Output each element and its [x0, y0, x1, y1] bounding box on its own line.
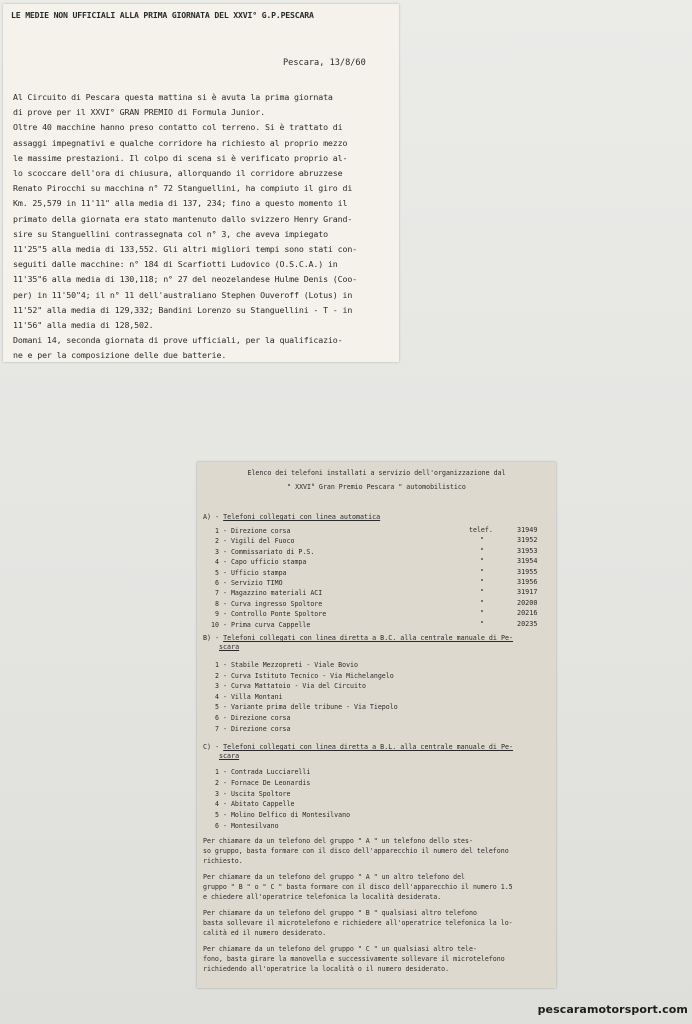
item-number: 6	[215, 579, 219, 587]
clipping-text-line: assaggi impegnativi e qualche corridore ha richiesto al proprio mezzo	[13, 137, 348, 148]
list-item	[207, 609, 326, 619]
item-number: 8	[215, 599, 219, 608]
phone-number: 31953	[517, 546, 538, 555]
list-item	[207, 599, 322, 609]
list-item	[207, 821, 279, 831]
ditto-mark: "	[480, 578, 484, 586]
item-location: - Direzione corsa	[223, 724, 291, 733]
list-item	[207, 799, 294, 809]
section-title: Telefoni collegati con linea automatica	[223, 513, 381, 521]
section-title-continued	[219, 642, 239, 652]
list-item	[207, 578, 283, 588]
item-number: 2	[215, 537, 219, 546]
list-item	[207, 660, 358, 670]
list-header-line-1: Elenco dei telefoni installati a servizio dell'organizzazione dal	[247, 469, 506, 477]
tel-label: telef.	[469, 526, 493, 534]
item-number: 1	[215, 768, 219, 776]
phone-number: 20200	[517, 598, 538, 607]
item-number: 3	[215, 682, 219, 691]
phone-number: 31954	[517, 557, 538, 566]
clipping-title: LE MEDIE NON UFFICIALI ALLA PRIMA GIORNATA DEL XXVI° G.P.PESCARA	[11, 10, 314, 20]
item-location: - Direzione corsa	[223, 714, 291, 722]
phone-number: 20235	[517, 619, 538, 628]
clipping-text-line: Oltre 40 macchine hanno preso contatto col terreno. Si è trattato di	[13, 122, 343, 133]
item-location: - Ufficio stampa	[223, 568, 287, 577]
clipping-text-line: le massime prestazioni. Il colpo di scena si è verificato proprio al-	[13, 152, 348, 163]
item-location: - Abitato Cappelle	[223, 800, 295, 809]
phone-number: 31956	[517, 578, 538, 586]
ditto-mark: "	[480, 598, 484, 607]
list-item	[207, 526, 291, 536]
list-item	[207, 588, 322, 598]
item-number: 7	[215, 724, 219, 733]
clipping-text-line: Km. 25,579 in 11'11" alla media di 137, 234; fino a questo momento il	[13, 198, 348, 209]
item-number: 2	[215, 778, 219, 787]
phone-number: 31949	[517, 526, 538, 534]
clipping-text-line: sire su Stanguellini contrassegnata col n° 3, che aveva impiegato	[13, 228, 328, 239]
phone-number: 31955	[517, 567, 538, 576]
list-item	[207, 620, 310, 630]
instruction-line: basta sollevare il microtelefono e richiedere all'operatrice telefonica la lo-	[203, 919, 513, 927]
item-number: 10	[211, 620, 219, 629]
clipping-text-line: 11'56" alla media di 128,502.	[13, 320, 154, 331]
section-heading-secB	[203, 633, 513, 643]
item-number: 5	[215, 811, 219, 820]
instruction-line: Per chiamare da un telefono del gruppo " A " un telefono dello stes-	[203, 837, 473, 845]
section-letter: A) -	[203, 513, 224, 521]
clipping-text-line: 11'52" alla media di 129,332; Bandini Lorenzo su Stanguellini - T - in	[13, 304, 353, 315]
item-location: - Controllo Ponte Spoltore	[223, 610, 327, 619]
item-number: 5	[215, 568, 219, 577]
item-location: - Curva Istituto Tecnico - Via Michelangelo	[223, 671, 394, 680]
instruction-line: so gruppo, basta formare con il disco dell'apparecchio il numero del telefono	[203, 847, 509, 855]
list-item	[207, 547, 314, 557]
item-number: 1	[215, 527, 219, 535]
instruction-line: richiedendo all'operatrice la località o il numero desiderato.	[203, 965, 450, 973]
item-location: - Vigili del Fuoco	[223, 537, 295, 546]
clipping-text-line: primato della giornata era stato mantenuto dallo svizzero Henry Grand-	[13, 213, 353, 224]
section-title-continued	[219, 751, 239, 761]
item-location: - Commissariato di P.S.	[223, 547, 315, 556]
list-item	[207, 810, 350, 820]
instruction-line: Per chiamare da un telefono del gruppo " C " un qualsiasi altro tele-	[203, 945, 477, 953]
section-letter: C) -	[203, 743, 224, 751]
instruction-line: calità ed il numero desiderato.	[203, 929, 327, 937]
item-location: - Servizio TIMO	[223, 579, 283, 587]
section-title-cont-text: scara	[219, 643, 240, 651]
section-letter: B) -	[203, 634, 224, 642]
item-location: - Direzione corsa	[223, 527, 291, 535]
telephone-list-clipping	[197, 462, 556, 988]
clipping-date: Pescara, 13/8/60	[283, 58, 366, 68]
instruction-line: e chiedere all'operatrice telefonica la località desiderata.	[203, 893, 442, 901]
instruction-line: richiesto.	[203, 857, 243, 865]
item-location: - Capo ufficio stampa	[223, 558, 307, 567]
clipping-text-line: lo scoccare dell'ora di chiusura, allorquando il corridore abruzzese	[13, 168, 343, 179]
clipping-text-line: 11'35"6 alla media di 130,118; n° 27 del neozelandese Hulme Denis (Coo-	[13, 274, 358, 285]
item-location: - Prima curva Cappelle	[223, 620, 311, 629]
item-number: 9	[215, 610, 219, 619]
phone-number: 20216	[517, 609, 538, 618]
clipping-text-line: per) in 11'50"4; il n° 11 dell'australiano Stephen Ouveroff (Lotus) in	[13, 289, 353, 300]
item-location: - Curva Mattatoio - Via del Circuito	[223, 682, 366, 691]
section-title: Telefoni collegati con linea diretta a B.C. alla centrale manuale di Pe-	[223, 634, 514, 642]
phone-number: 31917	[517, 588, 538, 597]
clipping-text-line: 11'25"5 alla media di 133,552. Gli altri migliori tempi sono stati con-	[13, 244, 358, 255]
list-item	[207, 557, 306, 567]
list-item	[207, 671, 394, 681]
list-item	[207, 778, 310, 788]
section-title: Telefoni collegati con linea diretta a B.L. alla centrale manuale di Pe-	[223, 743, 514, 751]
list-header-line-2: " XXVI° Gran Premio Pescara " automobilistico	[287, 483, 466, 491]
section-title-cont-text: scara	[219, 752, 240, 760]
item-location: - Variante prima delle tribune - Via Tiepolo	[223, 703, 398, 712]
item-location: - Molino Delfico di Montesilvano	[223, 811, 351, 820]
clipping-text-line: ne e per la composizione delle due batterie.	[13, 350, 227, 361]
clipping-text-line: di prove per il XXVI° GRAN PREMIO di Formula Junior.	[13, 107, 265, 118]
clipping-text-line: seguiti dalle macchine: n° 184 di Scarfiotti Ludovico (O.S.C.A.) in	[13, 259, 338, 270]
item-number: 2	[215, 671, 219, 680]
item-number: 5	[215, 703, 219, 712]
ditto-mark: "	[480, 567, 484, 576]
instruction-line: fono, basta girare la manovella e successivamente sollevare il microtelefono	[203, 955, 505, 963]
item-number: 7	[215, 589, 219, 598]
item-location: - Magazzino materiali ACI	[223, 589, 323, 598]
list-item	[207, 713, 291, 723]
list-item	[207, 568, 287, 578]
press-release-clipping	[3, 4, 399, 362]
clipping-body	[13, 90, 398, 364]
list-item	[207, 536, 294, 546]
item-location: - Stabile Mezzopreti - Viale Bovio	[223, 661, 358, 669]
watermark-logo: pescaramotorsport.com	[537, 1003, 688, 1016]
item-location: - Villa Montani	[223, 692, 283, 701]
ditto-mark: "	[480, 557, 484, 566]
list-item	[207, 692, 283, 702]
phone-number: 31952	[517, 536, 538, 545]
section-heading-secC	[203, 742, 513, 752]
ditto-mark: "	[480, 609, 484, 618]
list-item	[207, 767, 310, 777]
item-location: - Contrada Lucciarelli	[223, 768, 311, 776]
item-number: 3	[215, 789, 219, 798]
item-location: - Curva ingresso Spoltore	[223, 599, 323, 608]
list-item	[207, 681, 366, 691]
instruction-line: Per chiamare da un telefono del gruppo " A " un altro telefono del	[203, 873, 466, 881]
item-number: 6	[215, 714, 219, 722]
item-number: 4	[215, 800, 219, 809]
item-number: 4	[215, 558, 219, 567]
ditto-mark: "	[480, 619, 484, 628]
clipping-text-line: Domani 14, seconda giornata di prove ufficiali, per la qualificazio-	[13, 335, 343, 346]
clipping-text-line: Renato Pirocchi su macchina n° 72 Stanguellini, ha compiuto il giro di	[13, 183, 353, 194]
instruction-line: gruppo " B " o " C " basta formare con il disco dell'apparecchio il numero 1.5	[203, 883, 513, 891]
instruction-line: Per chiamare da un telefono del gruppo " B " qualsiasi altro telefono	[203, 909, 477, 917]
item-number: 6	[215, 822, 219, 830]
clipping-text-line: Al Circuito di Pescara questa mattina si è avuta la prima giornata	[13, 92, 333, 102]
ditto-mark: "	[480, 588, 484, 597]
list-item	[207, 702, 398, 712]
item-number: 4	[215, 692, 219, 701]
section-heading-secA	[203, 512, 380, 522]
item-location: - Montesilvano	[223, 822, 279, 830]
list-item	[207, 789, 291, 799]
ditto-mark: "	[480, 536, 484, 545]
item-number: 1	[215, 661, 219, 669]
item-location: - Uscita Spoltore	[223, 789, 291, 798]
ditto-mark: "	[480, 546, 484, 555]
item-location: - Fornace De Leonardis	[223, 778, 311, 787]
item-number: 3	[215, 547, 219, 556]
list-item	[207, 724, 291, 734]
